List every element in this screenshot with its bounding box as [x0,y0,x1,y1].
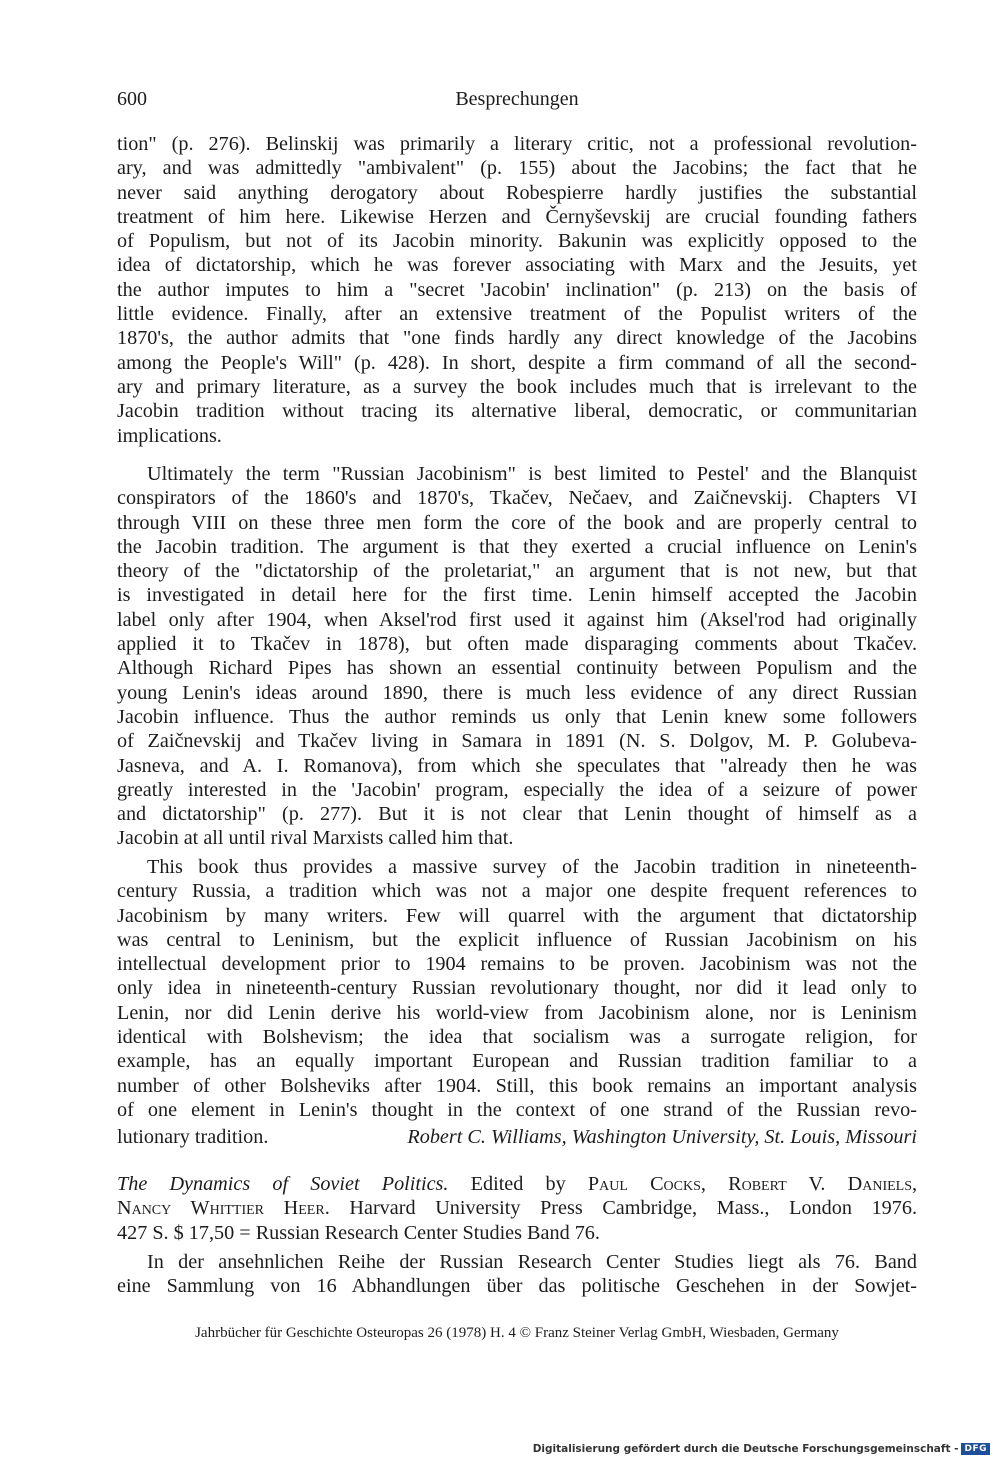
text-line: greatly interested in the 'Jacobin' program, especially the idea of a seizure of power [117,778,917,801]
dfg-logo: DFG [961,1443,990,1455]
page-number: 600 [117,88,147,110]
text-line: was central to Leninism, but the explicit influence of Russian Jacobinism on his [117,928,917,951]
text-line: the Jacobin tradition. The argument is that they exerted a crucial influence on Lenin's [117,535,917,558]
text-line: young Lenin's ideas around 1890, there is much less evidence of any direct Russian [117,681,917,704]
editor-1: Paul Cocks [587,1173,701,1195]
text-line: label only after 1904, when Aksel'rod first used it against him (Aksel'rod had originally [117,608,917,631]
text-line: the author imputes to him a "secret 'Jacobin' inclination" (p. 213) on the basis of [117,278,917,301]
text-line: of one element in Lenin's thought in the context of one strand of the Russian revo- [117,1098,917,1121]
journal-footer: Jahrbücher für Geschichte Osteuropas 26 (1978) H. 4 © Franz Steiner Verlag GmbH, Wiesbaden, Germany [195,1325,839,1341]
text-line: ary, and was admittedly "ambivalent" (p. 155) about the Jacobins; the fact that he [117,157,917,180]
text-line: Jasneva, and A. I. Romanova), from which she speculates that "already then he was [117,754,917,777]
text-line: applied it to Tkačev in 1878), but often made disparaging comments about Tkačev. [117,633,917,656]
text-line: Ultimately the term "Russian Jacobinism" is best limited to Pestel' and the Blanquist [147,463,917,485]
text-line: of Zaičnevskij and Tkačev living in Samara in 1891 (N. S. Dolgov, M. P. Golubeva- [117,730,917,753]
text-line: 1870's, the author admits that "one finds hardly any direct knowledge of the Jacobins [117,327,917,350]
book-entry [117,1172,917,1245]
text-line: never said anything derogatory about Robespierre hardly justifies the substantial [117,181,917,204]
text-line: Although Richard Pipes has shown an essential continuity between Populism and the [117,657,917,680]
text-line: implications. [117,424,222,447]
dfg-note [533,1443,990,1455]
running-head: Besprechungen [455,88,579,110]
text-line: of Populism, but not of its Jacobin minority. Bakunin was explicitly opposed to the [117,230,917,253]
text-line: ary and primary literature, as a survey the book includes much that is irrelevant to the [117,375,917,398]
text-line: little evidence. Finally, after an extensive treatment of the Populist writers of the [117,303,917,326]
text-line: Jacobin at all until rival Marxists called him that. [117,827,514,850]
review-paragraph-3 [117,855,917,1122]
text-line: identical with Bolshevism; the idea that socialism was a surrogate religion, for [117,1026,917,1049]
text-line: treatment of him here. Likewise Herzen and Černyševskij are crucial founding fathers [117,205,917,228]
text-line: is investigated in detail here for the first time. Lenin himself accepted the Jacobin [117,584,917,607]
closing-text: lutionary tradition. [117,1126,269,1148]
german-review-intro [117,1250,917,1299]
reviewer-signature: Robert C. Williams, Washington University, St. Louis, Missouri [407,1126,917,1148]
text-line: Jacobin tradition without tracing its alternative liberal, democratic, or communitarian [117,400,917,423]
text-line: In der ansehnlichen Reihe der Russian Research Center Studies liegt als 76. Band [147,1251,917,1273]
review-paragraph-1 [117,132,917,448]
text-line: conspirators of the 1860's and 1870's, Tkačev, Nečaev, and Zaičnevskij. Chapters VI [117,487,917,510]
review-paragraph-2 [117,462,917,851]
text-line: idea of dictatorship, which he was forever associating with Marx and the Jesuits, yet [117,254,917,277]
text-line: only idea in nineteenth-century Russian revolutionary thought, nor did it lead only to [117,977,917,1000]
text-line: number of other Bolsheviks after 1904. Still, this book remains an important analysis [117,1074,917,1097]
closing-line [117,1125,917,1149]
book-entry-line-1: The Dynamics of Soviet Politics. Edited by Paul Cocks, Robert V. Daniels, [117,1173,918,1195]
text-line: and dictatorship" (p. 277). But it is not clear that Lenin thought of himself as a [117,803,917,826]
text-line: among the People's Will" (p. 428). In short, despite a firm command of all the second- [117,351,917,374]
text-line: through VIII on these three men form the core of the book and are properly central to [117,511,917,534]
edited-by: Edited by [470,1173,566,1195]
book-title: The Dynamics of Soviet Politics. [117,1173,449,1195]
page-header [117,88,917,114]
text-line: This book thus provides a massive survey of the Jacobin tradition in nineteenth- [147,856,917,878]
text-line: theory of the "dictatorship of the proletariat," an argument that is not new, but that [117,560,917,583]
text-line: intellectual development prior to 1904 remains to be proven. Jacobinism was not the [117,953,917,976]
text-line: Lenin, nor did Lenin derive his world-view from Jacobinism alone, nor is Leninism [117,1001,917,1024]
text-line: Jacobin influence. Thus the author reminds us only that Lenin knew some followers [117,705,917,728]
book-details: 427 S. $ 17,50 = Russian Research Center Studies Band 76. [117,1221,600,1244]
publisher: . Harvard University Press Cambridge, Mass., London 1976. [324,1197,917,1220]
text-line: Jacobinism by many writers. Few will quarrel with the argument that dictatorship [117,904,917,927]
text-line: eine Sammlung von 16 Abhandlungen über das politische Geschehen in der Sowjet- [117,1275,917,1298]
text-line: example, has an equally important European and Russian tradition familiar to a [117,1050,917,1073]
text-line: century Russia, a tradition which was not a major one despite frequent references to [117,880,917,903]
text-line: tion" (p. 276). Belinskij was primarily a literary critic, not a professional revolution- [117,133,917,155]
book-entry-line-2 [117,1196,917,1220]
editor-2: Robert V. Daniels [728,1173,912,1195]
editor-3: Nancy Whittier Heer [117,1197,325,1220]
review-closing [117,1125,917,1149]
dfg-note-text: Digitalisierung gefördert durch die Deutsche Forschungsgemeinschaft - [532,1443,959,1455]
